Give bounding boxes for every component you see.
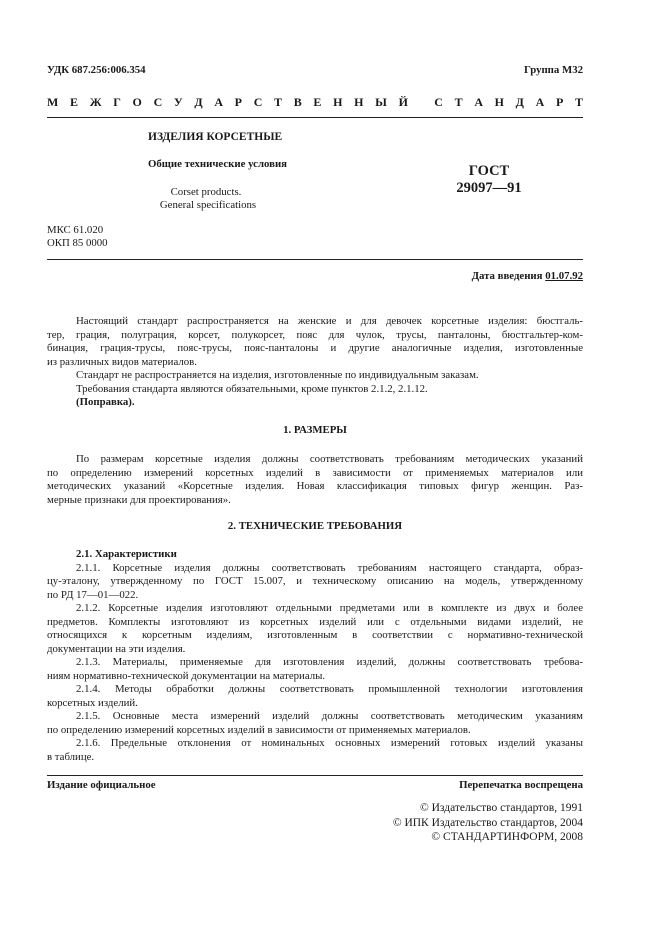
okp-code: ОКП 85 0000 xyxy=(47,237,108,249)
document-title: ИЗДЕЛИЯ КОРСЕТНЫЕ xyxy=(148,131,283,143)
banner-letter: Н xyxy=(494,95,504,109)
banner-letter: О xyxy=(132,95,142,109)
clause-2-1-2-line: 2.1.2. Корсетные изделия изготовляют отдельными предметами или в комплекте из двух и более xyxy=(76,602,583,614)
banner-letter: С xyxy=(434,95,443,109)
gost-number: 29097—91 xyxy=(456,180,522,196)
clause-2-1-1-line: цу-эталону, утвержденному по ГОСТ 15.007, и техническому описанию на модель, утвержденному xyxy=(47,575,583,587)
intro-amendment: (Поправка). xyxy=(76,396,135,408)
english-title-line-2: General specifications xyxy=(159,199,257,211)
banner-letter: Е xyxy=(313,95,322,109)
banner-letter: Д xyxy=(194,95,203,109)
banner-letter: Т xyxy=(454,95,463,109)
clause-2-1-2-line: документации на эти изделия. xyxy=(47,642,186,655)
section-1-line: методических указаний «Корсетные изделия. Новая классификация типовых фигур женщин. Раз- xyxy=(47,480,583,492)
clause-2-1-2-line: предметов. Комплекты изготовляют из корсетных изделий или с отдельными видами изделий, не xyxy=(47,615,583,628)
banner-letter: Е xyxy=(70,95,79,109)
copyright-line: © Издательство стандартов, 1991 xyxy=(419,802,583,814)
clause-2-1-1-line: по РД 17—01—022. xyxy=(47,588,139,601)
banner-letter: Д xyxy=(515,95,524,109)
section-1-heading: 1. РАЗМЕРЫ xyxy=(283,424,347,436)
official-edition: Издание официальное xyxy=(47,779,156,791)
clause-2-1-3-line: ниям нормативно-технической документации на материалы. xyxy=(47,669,326,682)
section-1-line: мерные признаки для проектирования». xyxy=(47,493,231,506)
clause-2-1-4-line: корсетных изделий. xyxy=(47,696,138,709)
banner-letter: М xyxy=(47,95,59,109)
banner-letter: А xyxy=(214,95,223,109)
section-1-line: по определению измерений корсетных изделий в зависимости от применяемых материалов или xyxy=(47,466,583,479)
banner-letter: Н xyxy=(333,95,343,109)
banner-letter: С xyxy=(153,95,163,109)
interstate-standard-banner xyxy=(47,96,583,112)
intro-date-label: Дата введения xyxy=(471,270,543,282)
section-1-line: По размерам корсетные изделия должны соответствовать требованиям методических указаний xyxy=(76,453,583,465)
clause-2-1-5-line: 2.1.5. Основные места измерений изделий должны соответствовать методическим указаниям xyxy=(76,710,583,722)
intro-scope-exclusion: Стандарт не распространяется на изделия, изготовленные по индивидуальным заказам. xyxy=(76,369,479,381)
reprint-prohibited: Перепечатка воспрещена xyxy=(459,779,583,791)
clause-2-1-2-line: относящихся к корсетным изделиям, изготовленным в соответствии с нормативно-технической xyxy=(47,629,583,641)
section-2-body xyxy=(47,548,583,764)
document-subtitle: Общие технические условия xyxy=(148,158,288,170)
clause-2-1-6-line: 2.1.6. Предельные отклонения от номинальных основных измерений готовых изделий указаны xyxy=(76,737,583,749)
intro-paragraph xyxy=(47,315,583,410)
gost-label: ГОСТ xyxy=(468,163,510,179)
section-2-1-heading: 2.1. Характеристики xyxy=(76,548,177,560)
section-2-heading: 2. ТЕХНИЧЕСКИЕ ТРЕБОВАНИЯ xyxy=(227,520,403,532)
clause-2-1-6-line: в таблице. xyxy=(47,750,95,763)
banner-space xyxy=(420,96,423,112)
banner-letter: С xyxy=(253,95,263,109)
footer-rule xyxy=(47,775,583,776)
banner-letter: Н xyxy=(354,95,364,109)
banner-letter: Й xyxy=(398,95,408,109)
copyright-block xyxy=(393,801,583,845)
clause-2-1-3-line: 2.1.3. Материалы, применяемые для изготовления изделий, должны соответствовать требова- xyxy=(76,656,583,668)
intro-date xyxy=(472,270,583,284)
title-block-rule xyxy=(47,259,583,260)
copyright-line: © СТАНДАРТИНФОРМ, 2008 xyxy=(431,831,583,843)
intro-line: Настоящий стандарт распространяется на женские и для девочек корсетные изделия: бюстгаль- xyxy=(76,315,583,327)
clause-2-1-1-line: 2.1.1. Корсетные изделия должны соответствовать требованиям настоящего стандарта, образ- xyxy=(76,561,583,574)
intro-line: из различных видов материалов. xyxy=(47,355,197,368)
english-title-line-1: Corset products. xyxy=(170,186,242,198)
banner-letter: Г xyxy=(113,95,121,109)
banner-letter: Ы xyxy=(375,95,387,109)
udk-code: УДК 687.256:006.354 xyxy=(47,64,146,76)
section-1-body xyxy=(47,453,583,507)
intro-date-value: 01.07.92 xyxy=(545,270,583,282)
group-code: Группа М32 xyxy=(524,64,583,76)
mks-code: МКС 61.020 xyxy=(47,224,104,236)
intro-line: бинация, грация-трусы, пояс-трусы, пояс-панталоны и другие аналогичные изделия, изготовленные xyxy=(47,342,583,354)
banner-letter: В xyxy=(293,95,302,109)
clause-2-1-4-line: 2.1.4. Методы обработки должны соответствовать промышленной технологии изготовления xyxy=(76,683,583,695)
intro-line: тер, грация, полуграция, корсет, полукорсет, пояс для чулок, трусы, панталоны, бюстгальтер-ком- xyxy=(47,328,583,341)
copyright-line: © ИПК Издательство стандартов, 2004 xyxy=(392,816,583,829)
banner-letter: А xyxy=(535,95,545,109)
banner-letter: У xyxy=(173,95,183,109)
banner-letter: Р xyxy=(234,95,243,109)
banner-letter: Т xyxy=(574,95,583,109)
banner-letter: Ж xyxy=(89,95,102,109)
banner-letter: А xyxy=(474,95,483,109)
header-rule xyxy=(47,117,583,118)
clause-2-1-5-line: по определению измерений корсетных изделий в зависимости от применяемых материалов. xyxy=(47,723,471,736)
intro-mandatory-note: Требования стандарта являются обязательными, кроме пунктов 2.1.2, 2.1.12. xyxy=(76,382,428,395)
banner-letter: Р xyxy=(555,95,564,109)
banner-letter: Т xyxy=(274,95,283,109)
